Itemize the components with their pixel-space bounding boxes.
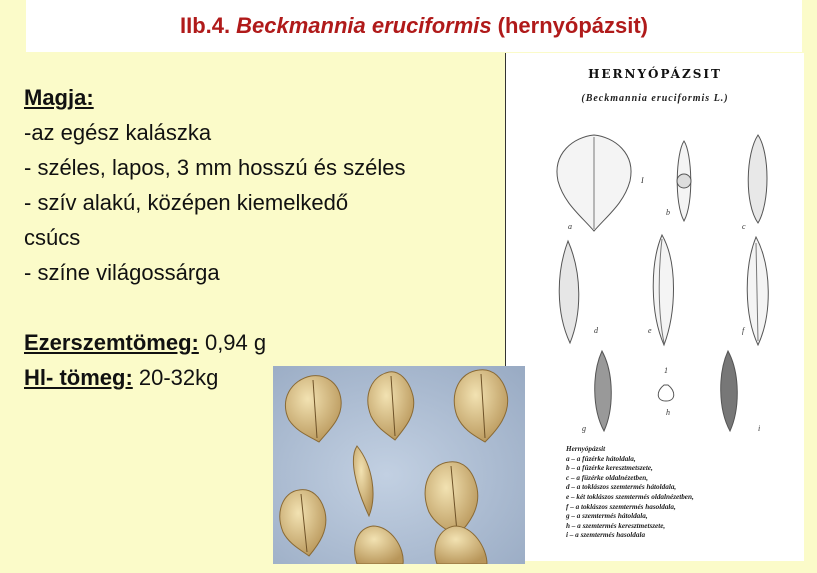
hl-value: 20-32kg bbox=[132, 365, 219, 390]
drawing-g bbox=[595, 351, 612, 431]
seed-line-2: - széles, lapos, 3 mm hosszú és széles bbox=[24, 155, 406, 180]
slide-title bbox=[26, 0, 802, 52]
legend-item-f: f – a toklászos szemtermés hasoldala, bbox=[566, 502, 676, 511]
drawing-h bbox=[658, 385, 674, 401]
label-g: g bbox=[582, 424, 586, 433]
legend-item-g: g – a szemtermés hátoldala, bbox=[566, 512, 648, 521]
legend-item-a: a – a füzérke hátoldala, bbox=[566, 454, 636, 463]
plate-subtitle: (Beckmannia eruciformis L.) bbox=[581, 93, 729, 104]
seed-line-4: csúcs bbox=[24, 225, 81, 250]
plate-title: HERNYÓPÁZSIT bbox=[588, 67, 722, 81]
title-prefix: IIb.4. bbox=[179, 13, 231, 38]
title-latin-name: Beckmannia eruciformis bbox=[236, 13, 492, 38]
title-common-name: (hernyópázsit) bbox=[497, 13, 649, 38]
label-roman-I: I bbox=[641, 176, 644, 185]
legend-item-b: b – a füzérke keresztmetszete, bbox=[566, 464, 653, 473]
label-c: c bbox=[742, 222, 746, 231]
label-i: i bbox=[758, 424, 761, 433]
hl-label: Hl- tömeg: bbox=[24, 365, 133, 390]
label-roman-1: 1 bbox=[664, 366, 668, 375]
legend-item-d: d – a toklászos szemtermés hátoldala, bbox=[566, 483, 677, 492]
seed-line-3: - szív alakú, középen kiemelkedő bbox=[24, 190, 349, 215]
label-f: f bbox=[742, 326, 745, 335]
legend-item-e: e – két toklászos szemtermés oldalnézetben, bbox=[566, 492, 694, 501]
label-d: d bbox=[594, 326, 598, 335]
seed-line-5: - színe világossárga bbox=[24, 260, 220, 285]
botanical-plate bbox=[505, 53, 804, 561]
plate-drawings bbox=[506, 53, 804, 443]
drawing-i bbox=[721, 351, 738, 431]
tgw-value: 0,94 g bbox=[198, 330, 267, 355]
seed-line-1: -az egész kalászka bbox=[24, 120, 212, 145]
drawing-d bbox=[559, 241, 579, 343]
label-h: h bbox=[666, 408, 670, 417]
drawing-c bbox=[748, 135, 767, 223]
label-a: a bbox=[568, 222, 572, 231]
seed-heading: Magja: bbox=[24, 85, 94, 110]
label-e: e bbox=[648, 326, 652, 335]
plate-legend bbox=[566, 445, 796, 541]
seed-description bbox=[24, 80, 494, 395]
legend-item-h: h – a szemtermés keresztmetszete, bbox=[566, 521, 666, 530]
label-b: b bbox=[666, 208, 670, 217]
seed-photo bbox=[273, 366, 525, 564]
tgw-label: Ezerszemtömeg: bbox=[24, 330, 199, 355]
tgw-row bbox=[24, 325, 494, 360]
drawing-e bbox=[653, 235, 673, 345]
legend-item-c: c – a füzérke oldalnézetben, bbox=[566, 473, 649, 482]
legend-title: Hernyópázsit bbox=[566, 445, 606, 453]
legend-item-i: i – a szemtermés hasoldala bbox=[566, 531, 646, 540]
